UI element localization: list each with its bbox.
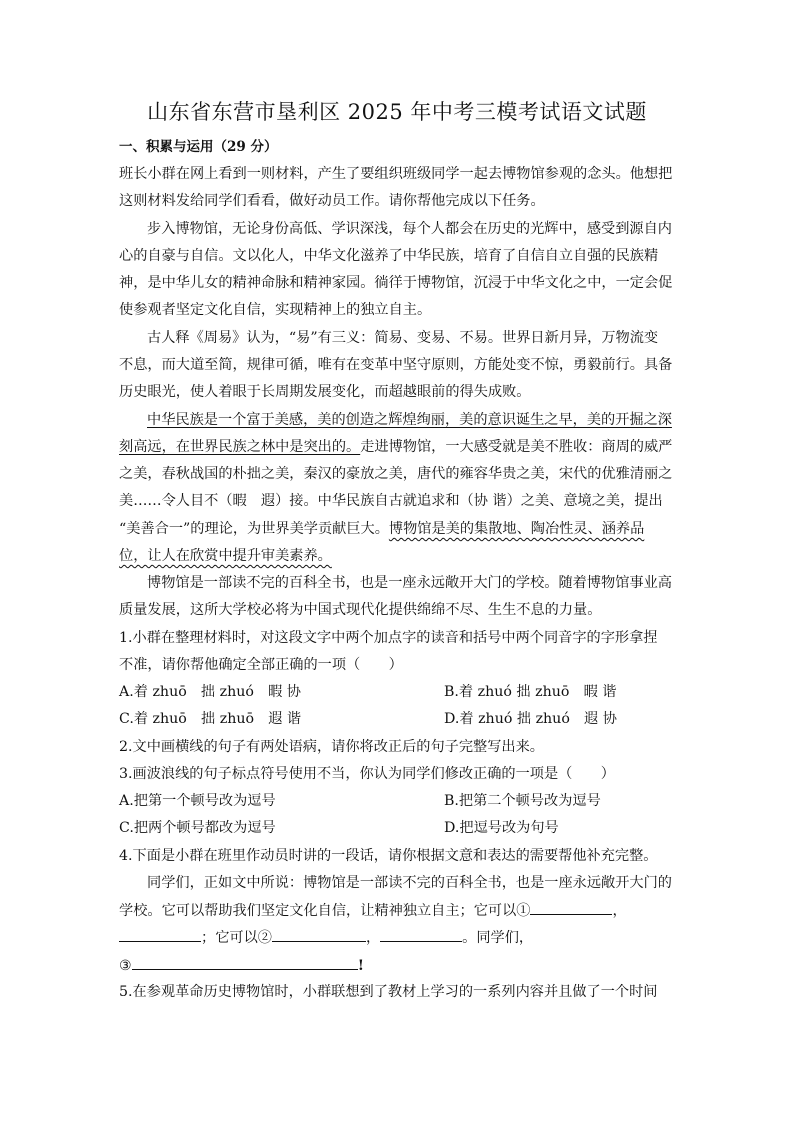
q3-option-b: B.把第二个顿号改为逗号 [444, 793, 601, 809]
paragraph-line: 之美，春秋战国的朴拙之美，秦汉的豪放之美，唐代的雍容华贵之美，宋代的优雅清丽之 [119, 466, 673, 482]
q3-option-d: D.把逗号改为句号 [444, 820, 559, 836]
paragraph-line: 质量发展，这所大学校必将为中国式现代化提供绵绵不尽、生生不息的力量。 [119, 602, 602, 618]
plain-text: “美善合一”的理论，为世界美学贡献巨大。 [119, 521, 389, 537]
q1-option-a: A.着 zhuō 拙 zhuó 暇 协 [119, 684, 301, 700]
answer-blank-1a[interactable] [530, 900, 612, 915]
intro-line: 这则材料发给同学们看看，做好动员工作。请你帮他完成以下任务。 [119, 193, 545, 209]
paragraph-line [119, 437, 679, 457]
paragraph-line: 不息，而大道至简，规律可循，唯有在变革中坚守原则，方能处变不惊，勇毅前行。具备 [119, 357, 673, 373]
paragraph-line: 神，是中华儿女的精神命脉和精神家园。徜徉于博物馆，沉浸于中华文化之中，一定会促 [119, 275, 673, 291]
page-title: 山东省东营市垦利区 2025 年中考三模考试语文试题 [147, 100, 647, 124]
q4-passage-line [119, 955, 679, 976]
q4-passage-line: 同学们，正如文中所说：博物馆是一部读不完的百科全书，也是一座永远敞开大门的 [147, 875, 672, 891]
question-1-line2: 不准，请你帮他确定全部正确的一项（ ） [119, 657, 403, 673]
paragraph-line: 使参观者坚定文化自信，实现精神上的独立自主。 [119, 302, 432, 318]
q4-text: ， [365, 930, 381, 946]
q4-text: ③ [119, 958, 132, 974]
paragraph-line: 历史眼光，使人着眼于长周期发展变化，而超越眼前的得失成败。 [119, 384, 531, 400]
section-heading: 一、积累与运用（29 分） [119, 139, 278, 155]
answer-blank-2b[interactable] [380, 927, 462, 942]
underlined-sentence [147, 410, 679, 430]
q4-text: 。同学们， [462, 930, 534, 946]
plain-text: 走进博物馆，一大感受就是美不胜收：商周的威严 [360, 439, 673, 455]
q4-text: 学校。它可以帮助我们坚定文化自信，让精神独立自主；它可以① [119, 903, 531, 919]
paragraph-line: 博物馆是一部读不完的百科全书，也是一座永远敞开大门的学校。随着博物馆事业高 [147, 575, 672, 591]
q1-option-d: D.着 zhuó 拙 zhuó 遐 协 [444, 711, 617, 727]
paragraph-line: 心的自豪与自信。文以化人，中华文化滋养了中华民族，培育了自信自立自强的民族精 [119, 248, 659, 264]
question-3: 3.画波浪线的句子标点符号使用不当，你认为同学们修改正确的一项是（ ） [119, 766, 615, 782]
paragraph-line [119, 546, 679, 566]
q4-text: ， [612, 903, 627, 919]
q3-option-a: A.把第一个顿号改为逗号 [119, 793, 276, 809]
q1-option-c: C.着 zhuō 拙 zhuō 遐 谐 [119, 711, 302, 727]
q1-option-b: B.着 zhuó 拙 zhuō 暇 谐 [444, 684, 617, 700]
answer-blank-1b[interactable] [119, 927, 201, 942]
underlined-text: 刻高远，在世界民族之林中是突出的。 [119, 439, 361, 455]
paragraph-line: 美……令人目不（暇 遐）接。中华民族自古就追求和（协 谐）之美、意境之美，提出 [119, 493, 663, 509]
q4-text: ；它可以② [201, 930, 272, 946]
question-5: 5.在参观革命历史博物馆时，小群联想到了教材上学习的一系列内容并且做了一个时间 [119, 984, 658, 1000]
question-2: 2.文中画横线的句子有两处语病，请你将改正后的句子完整写出来。 [119, 739, 544, 755]
paragraph-line: 古人释《周易》认为，“易”有三义：简易、变易、不易。世界日新月异，万物流变 [147, 330, 659, 346]
paragraph-line [119, 519, 679, 539]
q4-text: ! [357, 958, 364, 974]
q3-option-c: C.把两个顿号都改为逗号 [119, 820, 276, 836]
q4-passage-line [119, 927, 679, 948]
underlined-text: 中华民族是一个富于美感，美的创造之辉煌绚丽，美的意识诞生之早，美的开掘之深 [147, 412, 672, 428]
q4-passage-line [119, 900, 679, 921]
wavy-underlined-text: 位，让人在欣赏中提升审美素养。 [119, 548, 332, 564]
question-1: 1.小群在整理材料时，对这段文字中两个加点字的读音和括号中两个同音字的字形拿捏 [119, 630, 658, 646]
intro-line: 班长小群在网上看到一则材料，产生了要组织班级同学一起去博物馆参观的念头。他想把 [119, 166, 673, 182]
paragraph-line: 步入博物馆，无论身份高低、学识深浅，每个人都会在历史的光辉中，感受到源自内 [147, 221, 672, 237]
answer-blank-3[interactable] [132, 955, 358, 970]
answer-blank-2a[interactable] [272, 927, 366, 942]
wavy-underlined-text: 博物馆是美的集散地、陶冶性灵、涵养品 [388, 521, 645, 537]
question-4: 4.下面是小群在班里作动员时讲的一段话，请你根据文意和表达的需要帮他补充完整。 [119, 848, 658, 864]
